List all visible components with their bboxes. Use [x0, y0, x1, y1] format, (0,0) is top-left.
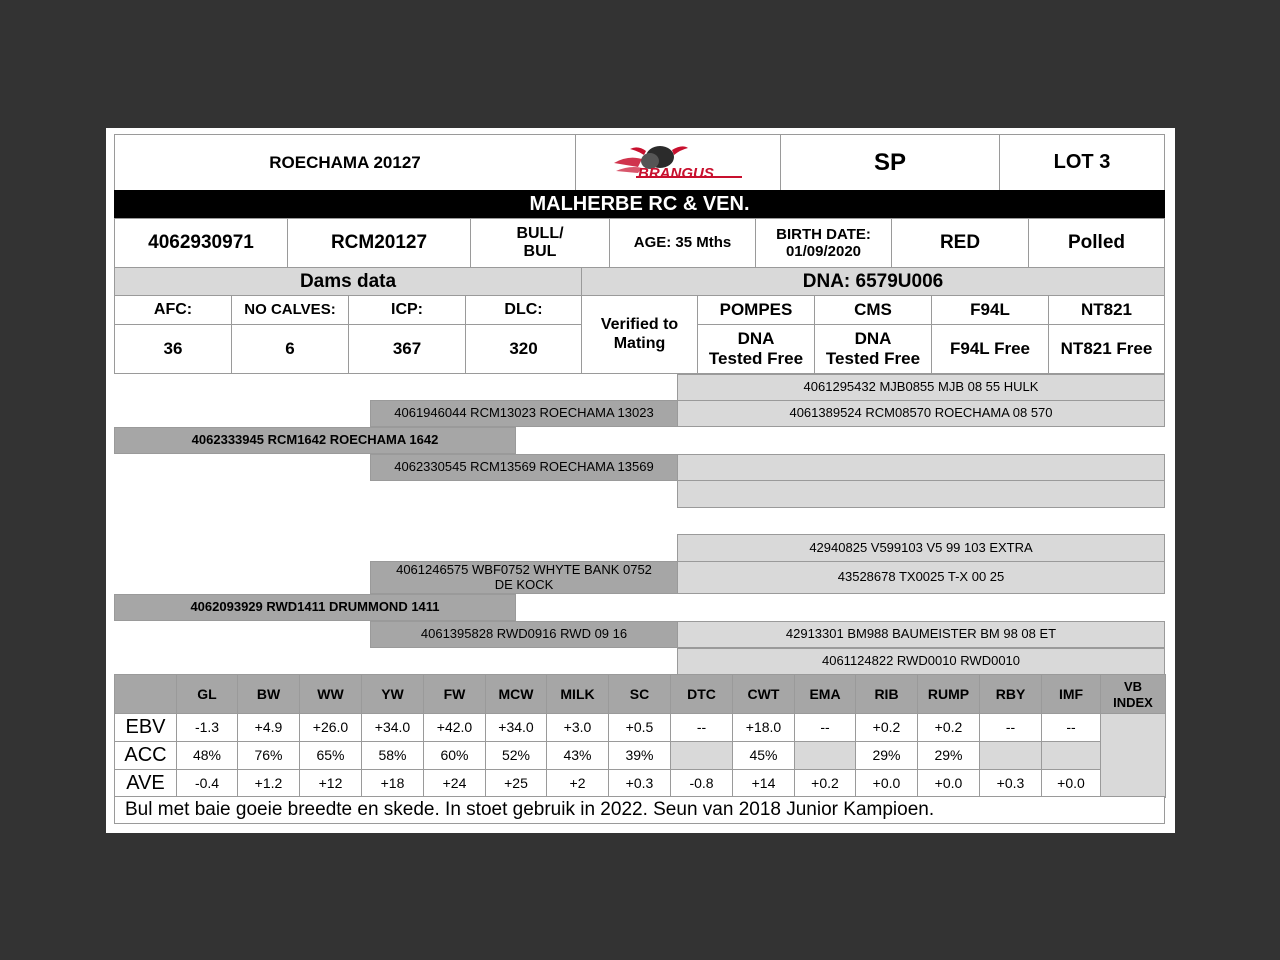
pedigree-dam-dam-sire: 42913301 BM988 BAUMEISTER BM 98 08 ET: [677, 621, 1165, 648]
ebv-value-cell: +25: [485, 769, 547, 798]
f94l-header: F94L: [931, 295, 1049, 325]
pedigree-sire-dam-dam: [677, 480, 1165, 508]
brangus-logo: [575, 134, 781, 191]
ebv-value-cell: +4.9: [237, 713, 300, 742]
cms-value: DNA Tested Free: [814, 324, 932, 374]
ebv-column-header: MILK: [546, 674, 609, 715]
dlc-value: 320: [465, 324, 582, 374]
pedigree-sire-sire-dam: 4061389524 RCM08570 ROECHAMA 08 570: [677, 400, 1165, 427]
catalogue-card: [106, 128, 1175, 833]
no-calves-value: 6: [231, 324, 349, 374]
ebv-column-header: YW: [361, 674, 424, 715]
ebv-value-cell: +12: [299, 769, 362, 798]
ebv-value-cell: +0.3: [608, 769, 671, 798]
nt821-value: NT821 Free: [1048, 324, 1165, 374]
f94l-value: F94L Free: [931, 324, 1049, 374]
no-calves-header: NO CALVES:: [231, 295, 349, 325]
ebv-value-cell: +14: [732, 769, 795, 798]
ebv-value-cell: +34.0: [485, 713, 547, 742]
owner-bar: MALHERBE RC & VEN.: [114, 190, 1165, 219]
icp-header: ICP:: [348, 295, 466, 325]
ebv-value-cell: 65%: [299, 741, 362, 770]
ebv-value-cell: 60%: [423, 741, 486, 770]
ebv-value-cell: 52%: [485, 741, 547, 770]
ebv-value-cell: 29%: [855, 741, 918, 770]
ebv-value-cell: +26.0: [299, 713, 362, 742]
ebv-row-label: AVE: [114, 769, 177, 798]
lot-number: LOT 3: [999, 134, 1165, 191]
ebv-value-cell: 29%: [917, 741, 980, 770]
age: AGE: 35 Mths: [609, 218, 756, 268]
ebv-value-cell: +1.2: [237, 769, 300, 798]
ebv-column-header: RBY: [979, 674, 1042, 715]
pedigree-sire: 4062333945 RCM1642 ROECHAMA 1642: [114, 427, 516, 454]
ebv-value-cell: --: [979, 713, 1042, 742]
ebv-value-cell: -0.8: [670, 769, 733, 798]
ebv-value-cell: +0.2: [855, 713, 918, 742]
ebv-value-cell: 48%: [176, 741, 238, 770]
ebv-value-cell: 43%: [546, 741, 609, 770]
ebv-value-cell: -0.4: [176, 769, 238, 798]
dams-data-title: Dams data: [114, 267, 582, 296]
verified-to-mating: Verified to Mating: [581, 295, 698, 374]
pedigree-sire-sire-sire: 4061295432 MJB0855 MJB 08 55 HULK: [677, 374, 1165, 401]
afc-value: 36: [114, 324, 232, 374]
ebv-column-header: BW: [237, 674, 300, 715]
pedigree-dam: 4062093929 RWD1411 DRUMMOND 1411: [114, 594, 516, 621]
vb-index-value: [1100, 713, 1166, 798]
ebv-column-header: MCW: [485, 674, 547, 715]
ebv-column-header: FW: [423, 674, 486, 715]
pompes-header: POMPES: [697, 295, 815, 325]
comment: Bul met baie goeie breedte en skede. In stoet gebruik in 2022. Seun van 2018 Junior Kampioen.: [114, 796, 1165, 824]
ebv-value-cell: +18: [361, 769, 424, 798]
cms-header: CMS: [814, 295, 932, 325]
icp-value: 367: [348, 324, 466, 374]
pedigree-sire-sire: 4061946044 RCM13023 ROECHAMA 13023: [370, 400, 678, 427]
ebv-value-cell: +34.0: [361, 713, 424, 742]
registration-code: RCM20127: [287, 218, 471, 268]
ebv-value-cell: 76%: [237, 741, 300, 770]
ebv-value-cell: +0.5: [608, 713, 671, 742]
ebv-column-header: GL: [176, 674, 238, 715]
ebv-value-cell: +2: [546, 769, 609, 798]
ebv-column-header: RIB: [855, 674, 918, 715]
ebv-value-cell: --: [670, 713, 733, 742]
birth-date: BIRTH DATE: 01/09/2020: [755, 218, 892, 268]
pedigree-dam-dam: 4061395828 RWD0916 RWD 09 16: [370, 621, 678, 648]
pedigree-sire-dam-sire: [677, 454, 1165, 481]
ebv-value-cell: -1.3: [176, 713, 238, 742]
pedigree-dam-sire-dam: 43528678 TX0025 T-X 00 25: [677, 561, 1165, 594]
ebv-value-cell: --: [794, 713, 856, 742]
ebv-value-cell: +0.3: [979, 769, 1042, 798]
pedigree-dam-sire: 4061246575 WBF0752 WHYTE BANK 0752 DE KOCK: [370, 561, 678, 594]
ebv-column-header: CWT: [732, 674, 795, 715]
breed-code: SP: [780, 134, 1000, 191]
ebv-value-cell: 39%: [608, 741, 671, 770]
color: RED: [891, 218, 1029, 268]
pedigree-dam-dam-dam: 4061124822 RWD0010 RWD0010: [677, 648, 1165, 675]
ebv-header-corner: [114, 674, 177, 715]
animal-name: ROECHAMA 20127: [114, 134, 576, 191]
horn-status: Polled: [1028, 218, 1165, 268]
dlc-header: DLC:: [465, 295, 582, 325]
ebv-value-cell: 58%: [361, 741, 424, 770]
ebv-value-cell: +24: [423, 769, 486, 798]
ebv-column-header: SC: [608, 674, 671, 715]
ebv-column-header: WW: [299, 674, 362, 715]
ebv-column-header: EMA: [794, 674, 856, 715]
ebv-value-cell: +0.2: [917, 713, 980, 742]
ebv-value-cell: [979, 741, 1042, 770]
ebv-value-cell: +42.0: [423, 713, 486, 742]
id-number: 4062930971: [114, 218, 288, 268]
ebv-value-cell: [670, 741, 733, 770]
pedigree-dam-sire-sire: 42940825 V599103 V5 99 103 EXTRA: [677, 534, 1165, 562]
ebv-column-header: DTC: [670, 674, 733, 715]
ebv-row-label: EBV: [114, 713, 177, 742]
ebv-value-cell: --: [1041, 713, 1101, 742]
ebv-value-cell: +3.0: [546, 713, 609, 742]
vb-index-header: VB INDEX: [1100, 674, 1166, 715]
ebv-value-cell: [794, 741, 856, 770]
dna-title: DNA: 6579U006: [581, 267, 1165, 296]
ebv-value-cell: +0.0: [855, 769, 918, 798]
pompes-value: DNA Tested Free: [697, 324, 815, 374]
afc-header: AFC:: [114, 295, 232, 325]
ebv-value-cell: +0.2: [794, 769, 856, 798]
logo-text: BRANGUS: [638, 165, 714, 182]
ebv-value-cell: +0.0: [917, 769, 980, 798]
ebv-column-header: IMF: [1041, 674, 1101, 715]
pedigree-sire-dam: 4062330545 RCM13569 ROECHAMA 13569: [370, 454, 678, 481]
ebv-value-cell: [1041, 741, 1101, 770]
ebv-value-cell: +0.0: [1041, 769, 1101, 798]
nt821-header: NT821: [1048, 295, 1165, 325]
ebv-row-label: ACC: [114, 741, 177, 770]
ebv-value-cell: +18.0: [732, 713, 795, 742]
ebv-value-cell: 45%: [732, 741, 795, 770]
ebv-column-header: RUMP: [917, 674, 980, 715]
sex: BULL/ BUL: [470, 218, 610, 268]
